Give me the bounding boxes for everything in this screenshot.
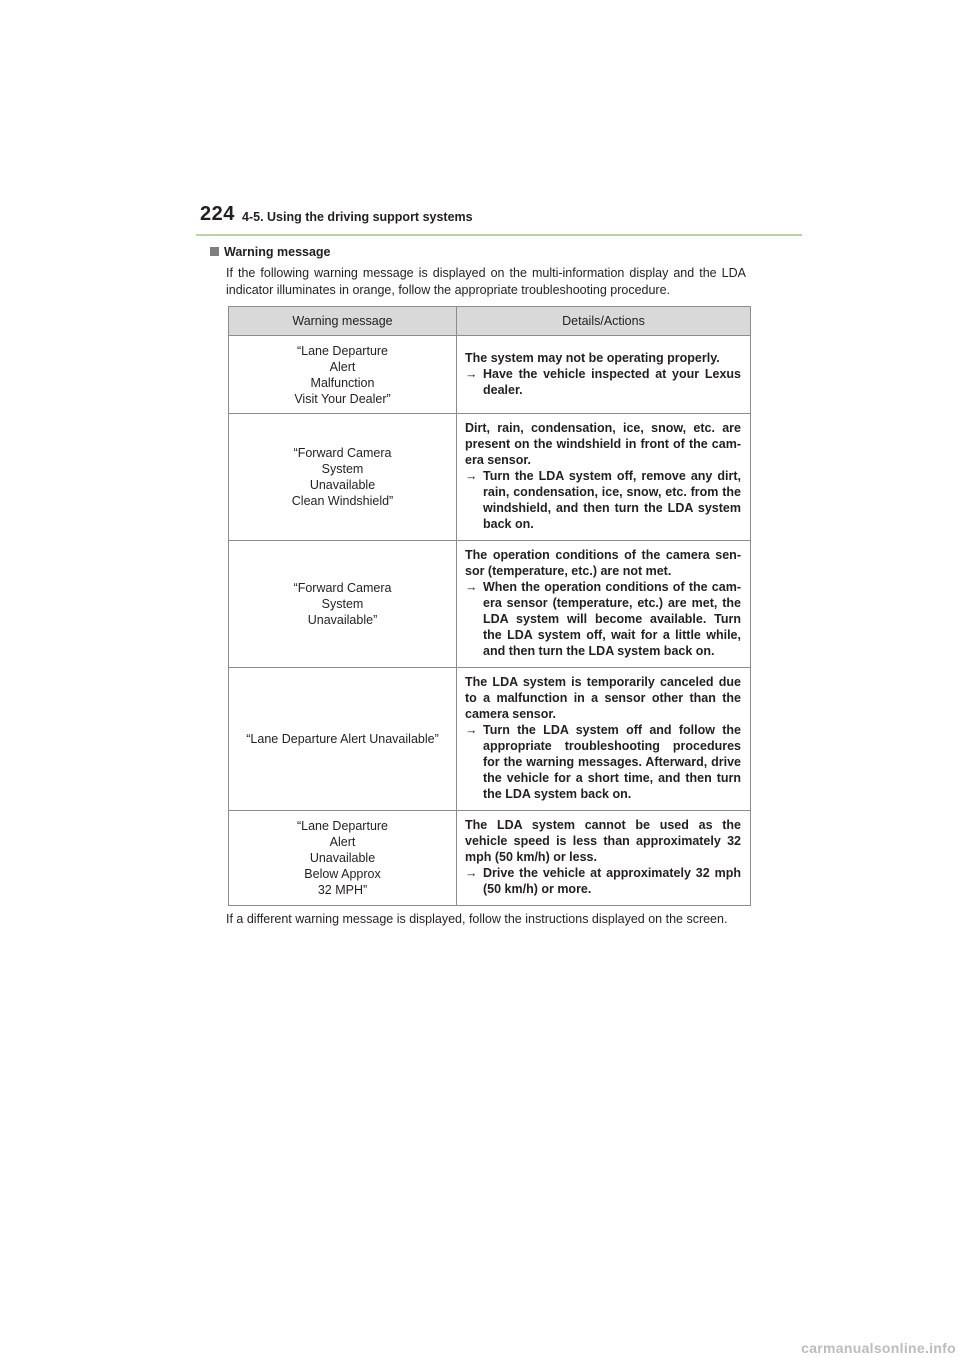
action-item	[465, 366, 741, 398]
section-title: 4-5. Using the driving support systems	[242, 210, 473, 224]
table-row	[229, 668, 751, 811]
table-header-row	[229, 307, 751, 336]
page-header	[196, 200, 802, 236]
square-bullet-icon	[210, 247, 219, 256]
intro-paragraph: If the following warning message is displayed on the multi-information display and the LDA indicator illuminates in orange, follow the appropriate troubleshooting procedure.	[226, 266, 746, 297]
action-item	[465, 579, 741, 659]
watermark: carmanualsonline.info	[801, 1340, 956, 1356]
warning-message-cell: “Lane Departure Alert Unavailable Below Approx 32 MPH”	[229, 811, 457, 906]
details-cell	[457, 811, 751, 906]
details-text: The LDA system is temporarily canceled due to a malfunction in a sensor other than the camera sensor.	[465, 675, 741, 721]
details-text: The operation conditions of the camera sensor (temperature, etc.) are not met.	[465, 548, 741, 578]
details-cell	[457, 414, 751, 541]
column-header-warning-message: Warning message	[229, 307, 457, 336]
warning-message-cell: “Forward Camera System Unavailable”	[229, 541, 457, 668]
closing-paragraph: If a different warning message is displayed, follow the instructions displayed on the screen.	[226, 912, 728, 926]
details-cell	[457, 336, 751, 414]
warning-message-table	[228, 306, 751, 906]
arrow-icon: →	[465, 723, 478, 737]
action-text: Turn the LDA system off, remove any dirt, rain, condensation, ice, snow, etc. from the windshield, and then turn the LDA system back on.	[483, 469, 741, 531]
action-text: Have the vehicle inspected at your Lexus dealer.	[483, 366, 741, 397]
warning-message-cell: “Lane Departure Alert Malfunction Visit Your Dealer”	[229, 336, 457, 414]
action-item	[465, 722, 741, 802]
arrow-icon: →	[465, 469, 478, 483]
details-text: Dirt, rain, condensation, ice, snow, etc. are present on the windshield in front of the camera sensor.	[465, 421, 741, 467]
action-item	[465, 865, 741, 897]
arrow-icon: →	[465, 866, 478, 880]
table-row	[229, 811, 751, 906]
column-header-details-actions: Details/Actions	[457, 307, 751, 336]
table-row	[229, 336, 751, 414]
action-item	[465, 468, 741, 532]
action-text: When the operation conditions of the camera sensor (temperature, etc.) are met, the LDA system will become available. Turn the LDA system off, wait for a little while, and then turn the LDA system back on.	[483, 580, 741, 658]
warning-message-cell: “Forward Camera System Unavailable Clean Windshield”	[229, 414, 457, 541]
table-row	[229, 541, 751, 668]
warning-message-cell: “Lane Departure Alert Unavailable”	[229, 668, 457, 811]
details-text: The system may not be operating properly.	[465, 350, 720, 365]
details-cell	[457, 668, 751, 811]
action-text: Turn the LDA system off and follow the appropriate troubleshooting procedures for the warning messages. Afterward, drive the vehicle for a short time, and then turn the LDA system back on.	[483, 723, 741, 801]
section-heading	[210, 245, 331, 259]
section-heading-text: Warning message	[224, 245, 331, 259]
table-row	[229, 414, 751, 541]
page-number: 224	[200, 203, 235, 225]
arrow-icon: →	[465, 366, 478, 381]
arrow-icon: →	[465, 580, 478, 594]
details-cell	[457, 541, 751, 668]
details-text: The LDA system cannot be used as the vehicle speed is less than approximately 32 mph (50 km/h) or less.	[465, 818, 741, 864]
action-text: Drive the vehicle at approximately 32 mph (50 km/h) or more.	[483, 866, 741, 896]
